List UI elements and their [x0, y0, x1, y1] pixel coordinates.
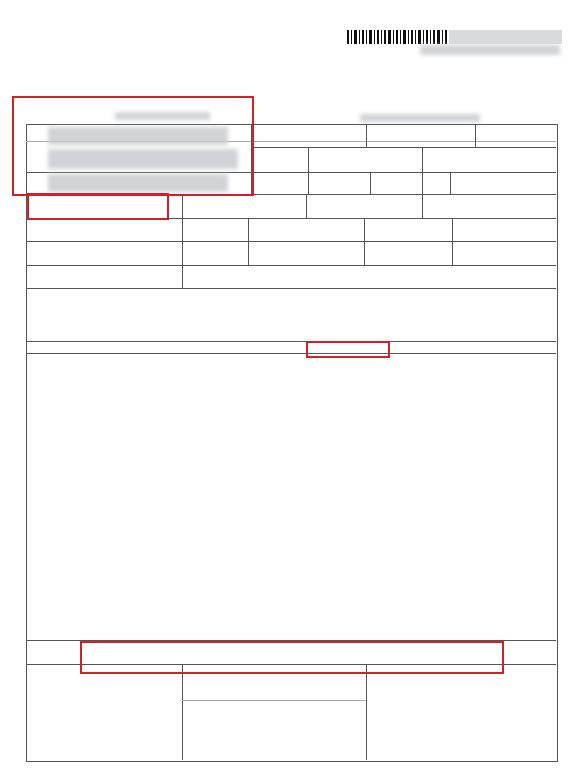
highlight-box-confirm: [80, 641, 504, 674]
highlight-box-top: [12, 96, 254, 196]
highlight-box-trade-country: [27, 193, 169, 220]
highlight-box-dest-column: [306, 341, 390, 358]
items-table: [26, 354, 556, 640]
